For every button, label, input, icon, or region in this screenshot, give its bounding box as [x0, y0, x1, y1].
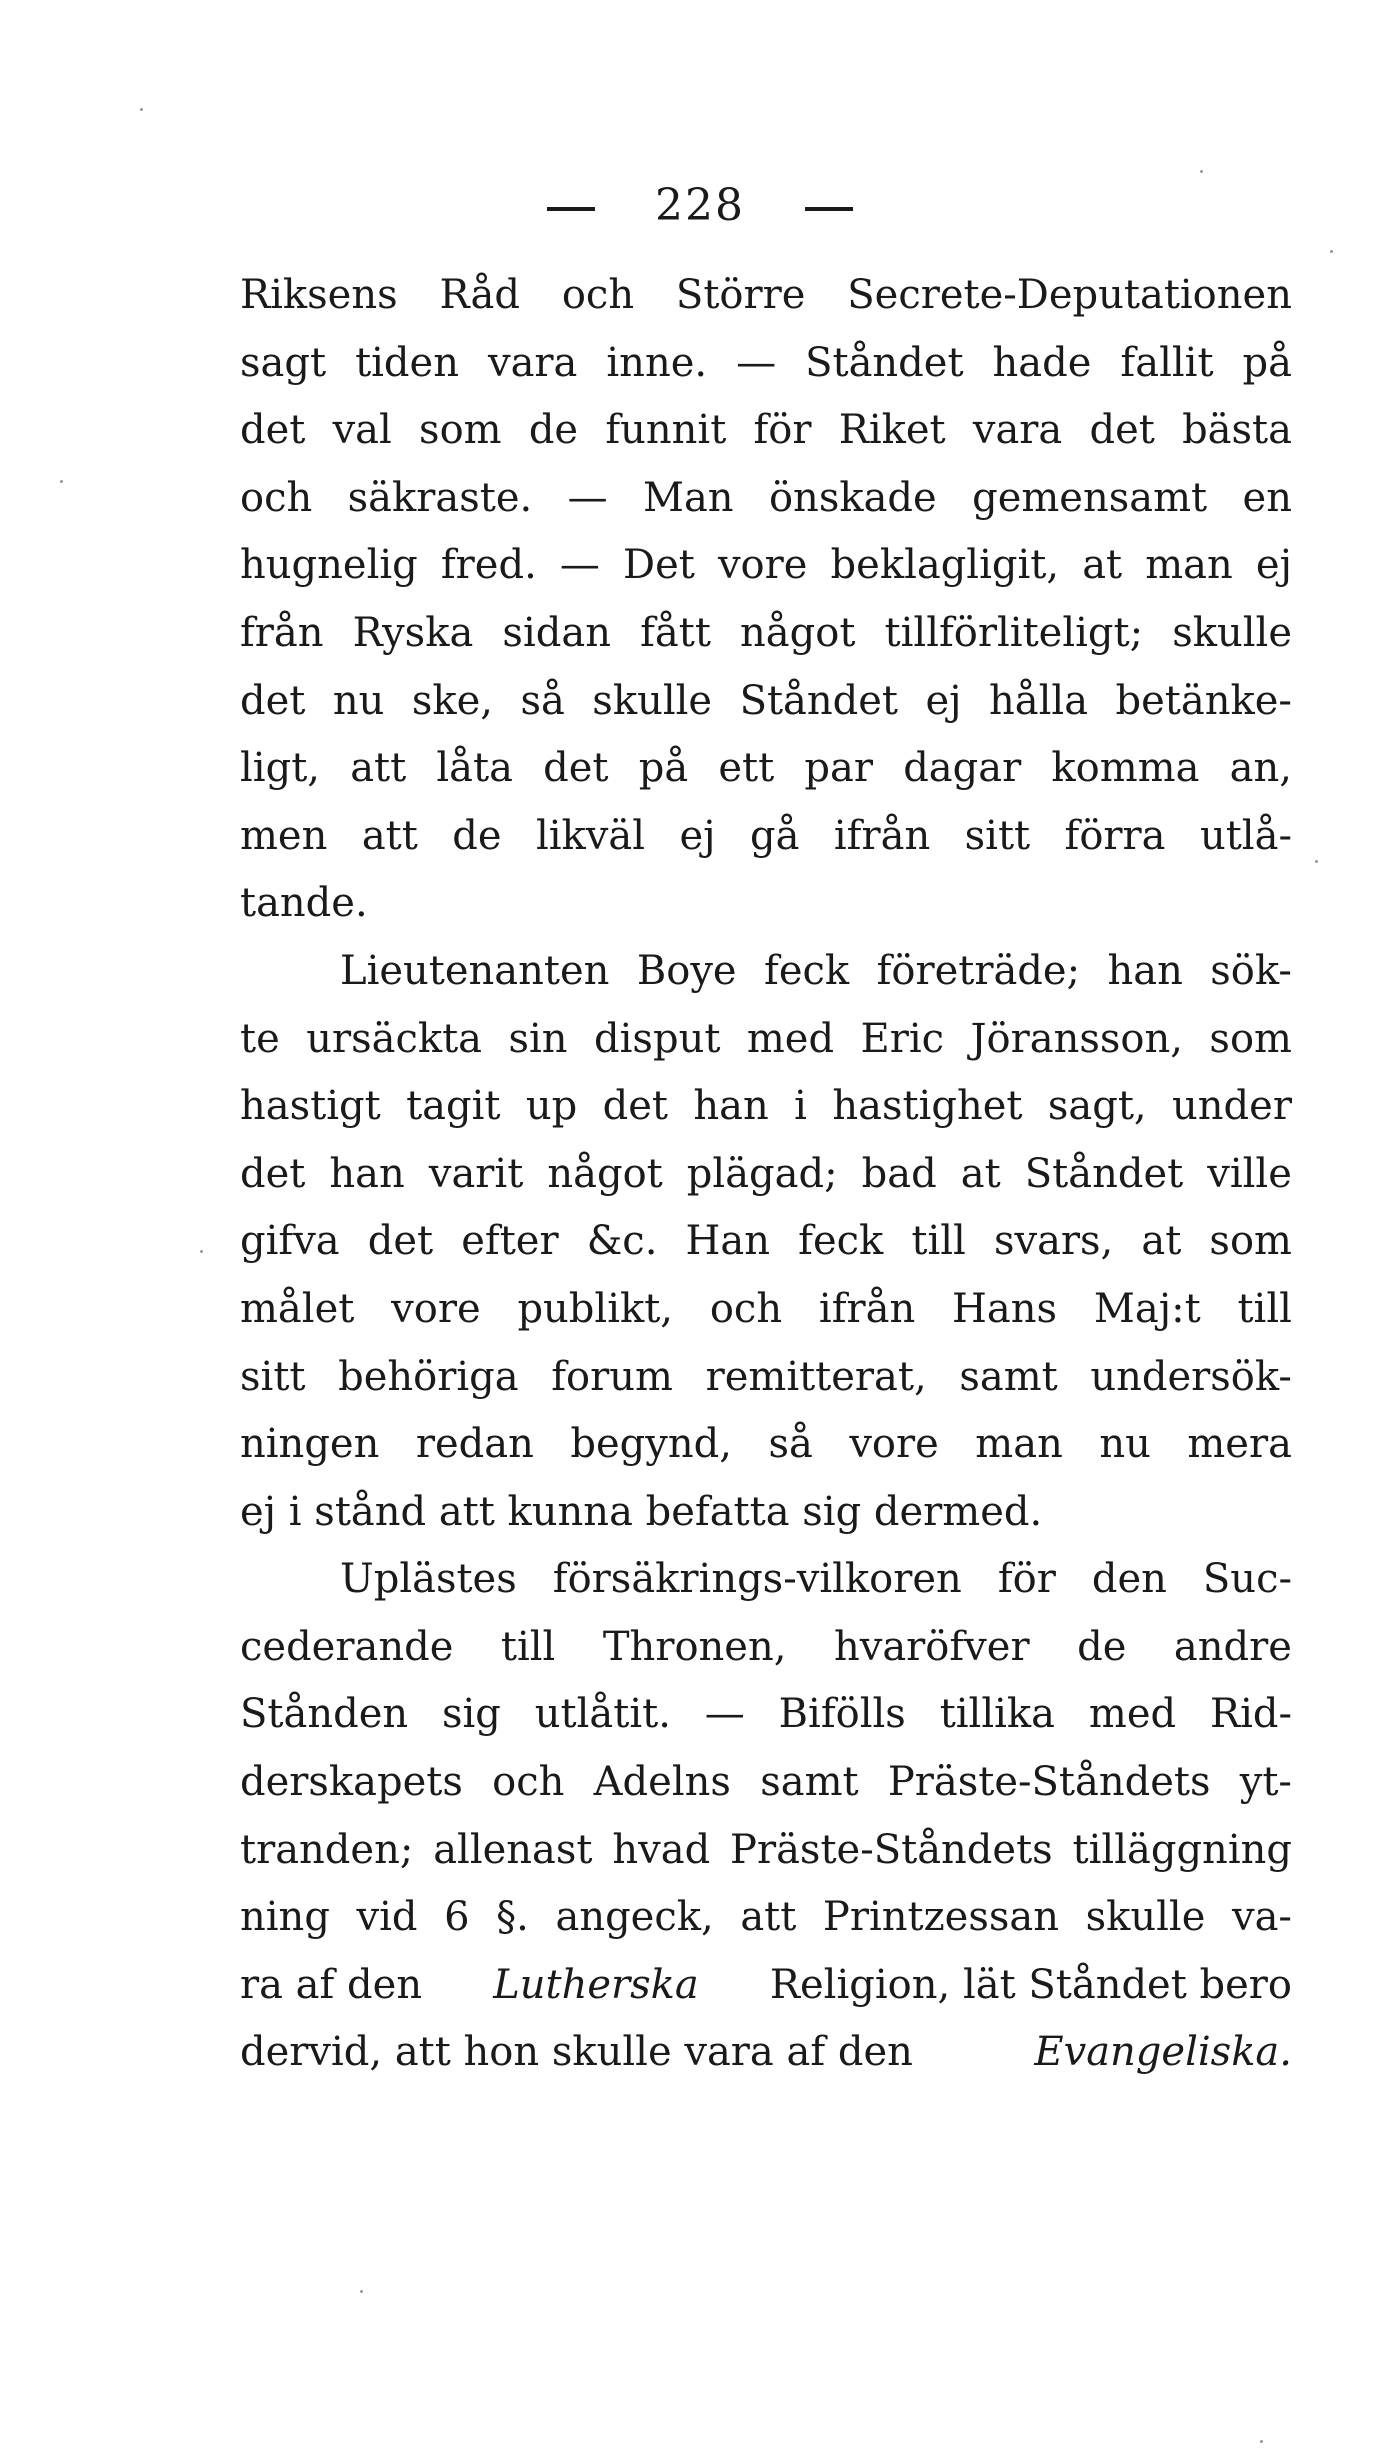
- word: tiden: [355, 339, 459, 386]
- word: fått: [640, 609, 711, 656]
- word: disput: [594, 1015, 721, 1062]
- word: tranden;: [240, 1826, 414, 1873]
- text-line: [240, 465, 1292, 533]
- text-line: [240, 532, 1292, 600]
- word: Printzessan: [822, 1894, 1059, 1941]
- word: Större: [675, 272, 806, 318]
- word: det: [602, 1083, 668, 1130]
- word: från: [240, 609, 324, 656]
- word: svars,: [993, 1218, 1114, 1265]
- word: målet: [240, 1285, 355, 1332]
- word: ske,: [411, 677, 493, 724]
- word: sagt,: [1047, 1083, 1147, 1130]
- word: Secrete-Deputationen: [847, 272, 1292, 318]
- word: nu: [332, 677, 385, 724]
- word: något: [547, 1150, 663, 1197]
- word: at: [960, 1150, 1001, 1197]
- word: sig: [441, 1691, 501, 1738]
- word: till: [500, 1623, 556, 1670]
- word: gemensamt: [972, 474, 1208, 521]
- word: §.: [496, 1894, 529, 1941]
- word: gifva: [240, 1218, 340, 1265]
- word: andre: [1173, 1623, 1292, 1670]
- word: val: [332, 407, 392, 454]
- word: att: [740, 1894, 797, 1941]
- word: försäkrings-vilkoren: [552, 1556, 962, 1603]
- word: Präste-Ståndets: [730, 1826, 1053, 1873]
- word: ning: [240, 1894, 330, 1941]
- word: forum: [551, 1353, 673, 1400]
- word: sitt: [964, 812, 1031, 859]
- word: va-: [1231, 1894, 1292, 1941]
- word: Rid-: [1209, 1691, 1292, 1738]
- text-line-part: Religion, lät Ståndet bero: [769, 1961, 1292, 2008]
- word: undersök-: [1090, 1353, 1292, 1400]
- text-line: [240, 1817, 1292, 1885]
- word: det: [1089, 407, 1155, 454]
- word: hålla: [989, 677, 1089, 724]
- text-line: [240, 1411, 1292, 1479]
- word: Jöransson,: [970, 1015, 1183, 1062]
- word: Uplästes: [340, 1556, 517, 1603]
- word: angeck,: [555, 1894, 714, 1941]
- word: &c.: [586, 1218, 658, 1265]
- word: fred.: [440, 542, 537, 589]
- word: på: [1242, 339, 1292, 386]
- word: de: [1077, 1623, 1127, 1670]
- word: par: [804, 745, 873, 792]
- text-line: [240, 330, 1292, 398]
- word: säkraste.: [347, 474, 533, 521]
- word: Det: [623, 542, 695, 589]
- word: yt-: [1239, 1759, 1292, 1806]
- word: tilläggning: [1072, 1826, 1292, 1873]
- word: utlåtit.: [534, 1691, 671, 1738]
- word: skulle: [592, 677, 713, 724]
- word: ville: [1207, 1150, 1292, 1197]
- word: Lieutenanten: [340, 947, 610, 994]
- word: vid: [356, 1894, 418, 1941]
- word: Thronen,: [602, 1623, 787, 1670]
- word: vore: [717, 542, 808, 589]
- word: bad: [861, 1150, 937, 1197]
- word: under: [1172, 1083, 1292, 1130]
- word: det: [240, 677, 306, 724]
- word: på: [638, 745, 689, 792]
- word: dagar: [903, 745, 1022, 792]
- word: sin: [508, 1015, 568, 1062]
- word: ej: [1255, 542, 1292, 589]
- word: bästa: [1182, 407, 1292, 454]
- word: skulle: [1172, 609, 1292, 656]
- word: varit: [428, 1150, 524, 1197]
- word: plägad;: [686, 1150, 838, 1197]
- word: tillförliteligt;: [884, 609, 1144, 656]
- word: man: [1145, 542, 1233, 589]
- italic-word-lutherska: Lutherska: [493, 1961, 699, 2008]
- word: han: [329, 1150, 405, 1197]
- text-line: [240, 397, 1292, 465]
- word: at: [1141, 1218, 1182, 1265]
- word: tagit: [406, 1083, 501, 1130]
- word: Man: [643, 474, 734, 521]
- word: en: [1242, 474, 1292, 521]
- word: hvaröfver: [833, 1623, 1030, 1670]
- word: som: [419, 407, 502, 454]
- text-line: [240, 1208, 1292, 1276]
- word: publikt,: [517, 1285, 674, 1332]
- word: likväl: [535, 812, 646, 859]
- word: Bifölls: [778, 1691, 906, 1738]
- word: samt: [760, 1759, 859, 1806]
- word: som: [1209, 1218, 1292, 1265]
- word: —: [736, 339, 777, 386]
- speck: [360, 2290, 363, 2293]
- word: så: [520, 677, 565, 724]
- word: för: [997, 1556, 1056, 1603]
- word: förra: [1064, 812, 1166, 859]
- word: vara: [972, 407, 1063, 454]
- header-dash-right: [805, 207, 853, 211]
- word: något: [740, 609, 856, 656]
- speck: [1200, 170, 1203, 173]
- text-line: tande.: [240, 880, 368, 927]
- word: hugnelig: [240, 542, 418, 589]
- word: remitterat,: [705, 1353, 927, 1400]
- word: Boye: [636, 947, 737, 994]
- word: —: [559, 542, 600, 589]
- word: ej: [679, 812, 716, 859]
- word: han: [693, 1083, 769, 1130]
- word: det: [543, 745, 609, 792]
- word: beklagligit,: [830, 542, 1060, 589]
- word: i: [794, 1083, 807, 1130]
- word: hvad: [612, 1826, 711, 1873]
- word: derskapets: [240, 1759, 463, 1806]
- page-number: 228: [655, 180, 745, 231]
- word: —: [704, 1691, 745, 1738]
- word: redan: [415, 1421, 534, 1468]
- word: och: [240, 474, 313, 521]
- word: samt: [959, 1353, 1058, 1400]
- word: Präste-Ståndets: [887, 1759, 1211, 1806]
- text-line: [240, 1884, 1292, 1952]
- text-line: [240, 1681, 1292, 1749]
- text-line: ej i stånd att kunna befatta sig dermed.: [240, 1488, 1043, 1535]
- word: företräde;: [876, 947, 1081, 994]
- word: Ryska: [352, 609, 474, 656]
- text-line: [240, 1006, 1292, 1074]
- word: skulle: [1085, 1894, 1206, 1941]
- word: Ståndet: [805, 339, 964, 386]
- word: behöriga: [338, 1353, 519, 1400]
- text-line: [240, 1141, 1292, 1209]
- word: och: [709, 1285, 783, 1332]
- text-line: [240, 1276, 1292, 1344]
- word: vara: [487, 339, 578, 386]
- word: tillika: [939, 1691, 1056, 1738]
- word: Riket: [838, 407, 946, 454]
- text-line: [240, 668, 1292, 736]
- word: Adelns: [593, 1759, 731, 1806]
- text-line: [240, 262, 1292, 330]
- word: det: [240, 407, 306, 454]
- word: at: [1082, 542, 1123, 589]
- word: Riksens: [240, 272, 398, 318]
- word: up: [525, 1083, 578, 1130]
- word: de: [528, 407, 579, 454]
- word: Eric: [860, 1015, 945, 1062]
- word: så: [768, 1421, 813, 1468]
- word: komma: [1051, 745, 1200, 792]
- word: för: [753, 407, 812, 454]
- word: vore: [391, 1285, 481, 1332]
- word: hade: [992, 339, 1092, 386]
- word: fallit: [1120, 339, 1214, 386]
- header-dash-left: [547, 207, 595, 211]
- word: Ståndet: [1024, 1150, 1184, 1197]
- text-line-part: ra af den: [240, 1961, 423, 2008]
- word: feck: [798, 1218, 884, 1265]
- word: att: [350, 745, 407, 792]
- speck: [200, 1250, 203, 1253]
- word: Stånden: [240, 1691, 409, 1738]
- word: efter: [461, 1218, 559, 1265]
- text-line: [240, 1614, 1292, 1682]
- word: sidan: [502, 609, 611, 656]
- speck: [60, 480, 63, 483]
- text-line: [240, 1749, 1292, 1817]
- word: sitt: [240, 1353, 306, 1400]
- word: cederande: [240, 1623, 454, 1670]
- word: feck: [764, 947, 850, 994]
- word: utlå-: [1199, 812, 1292, 859]
- page-header: [0, 180, 1400, 231]
- text-line: [240, 1546, 1292, 1614]
- word: låta: [436, 745, 513, 792]
- word: och: [561, 272, 635, 318]
- word: vore: [849, 1421, 939, 1468]
- word: ej: [925, 677, 962, 724]
- word: med: [746, 1015, 835, 1062]
- word: 6: [444, 1894, 470, 1941]
- word: till: [1237, 1285, 1292, 1332]
- word: begynd,: [570, 1421, 732, 1468]
- speck: [140, 108, 143, 111]
- word: gå: [749, 812, 800, 859]
- word: det: [367, 1218, 434, 1265]
- word: ligt,: [240, 745, 320, 792]
- speck: [1260, 2440, 1263, 2443]
- word: den: [1091, 1556, 1167, 1603]
- speck: [1330, 250, 1333, 253]
- word: ningen: [240, 1421, 380, 1468]
- text-line: [240, 735, 1292, 803]
- word: de: [452, 812, 502, 859]
- word: han: [1107, 947, 1183, 994]
- word: hastigt: [240, 1083, 381, 1130]
- word: ursäckta: [306, 1015, 483, 1062]
- word: till: [911, 1218, 966, 1265]
- word: sök-: [1210, 947, 1292, 994]
- text-line: [240, 1073, 1292, 1141]
- text-line-lutherska: [240, 1952, 1292, 2020]
- word: te: [240, 1015, 280, 1062]
- word: Han: [685, 1218, 771, 1265]
- word: sagt: [240, 339, 327, 386]
- word: —: [567, 474, 608, 521]
- text-line: [240, 1344, 1292, 1412]
- word: funnit: [605, 407, 727, 454]
- speck: [1315, 860, 1318, 863]
- word: Råd: [439, 272, 520, 318]
- word: hastighet: [832, 1083, 1023, 1130]
- word: Suc-: [1202, 1556, 1292, 1603]
- text-line-part: dervid, att hon skulle vara af den: [240, 2029, 913, 2076]
- word: an,: [1229, 745, 1292, 792]
- word: inne.: [606, 339, 708, 386]
- text-line-evangeliska: [240, 2019, 1292, 2087]
- word: ifrån: [833, 812, 931, 859]
- word: mera: [1187, 1421, 1292, 1468]
- word: att: [361, 812, 418, 859]
- body-text: [240, 262, 1292, 2087]
- text-line: [240, 938, 1292, 1006]
- text-line: [240, 803, 1292, 871]
- word: Maj:t: [1093, 1285, 1201, 1332]
- word: det: [240, 1150, 306, 1197]
- word: som: [1209, 1015, 1292, 1062]
- word: och: [492, 1759, 565, 1806]
- word: allenast: [433, 1826, 593, 1873]
- text-line: [240, 600, 1292, 668]
- word: Hans: [952, 1285, 1058, 1332]
- word: ifrån: [818, 1285, 916, 1332]
- word: man: [975, 1421, 1063, 1468]
- word: önskade: [768, 474, 937, 521]
- italic-word-evangeliska: Evangeliska.: [1034, 2029, 1292, 2076]
- word: ett: [718, 745, 775, 792]
- word: Ståndet: [739, 677, 898, 724]
- word: nu: [1099, 1421, 1151, 1468]
- word: men: [240, 812, 328, 859]
- word: med: [1088, 1691, 1177, 1738]
- word: betänke-: [1115, 677, 1292, 724]
